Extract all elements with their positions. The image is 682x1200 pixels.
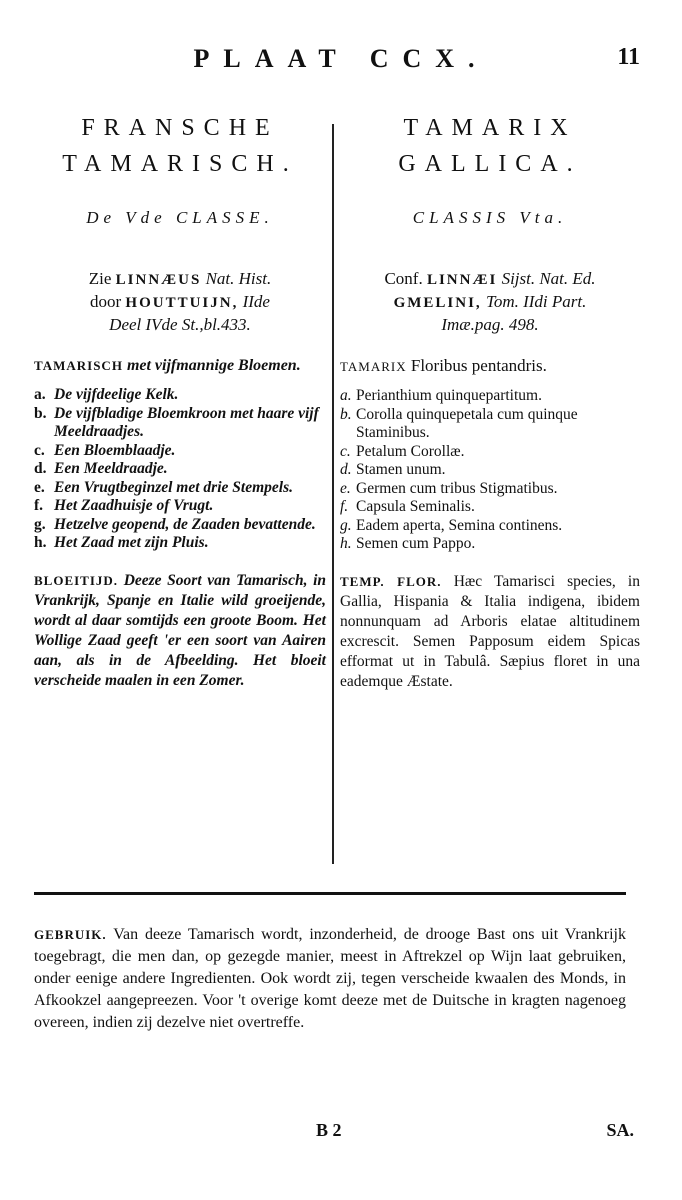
catchword: SA. xyxy=(606,1120,634,1140)
ref-author: LINNÆI xyxy=(426,272,498,288)
usage-head: GEBRUIK. xyxy=(34,927,107,942)
list-item: a. Perianthium quinquepartitum. xyxy=(340,387,542,404)
list-item: h. Semen cum Pappo. xyxy=(340,535,476,552)
dutch-para-text: Deeze Soort van Tamarisch, in Vrankrijk, Spanje en Italie wild groeijende, wordt al daar somtijds een groote Boom. Het Wollige Zaad geeft 'er een soort van Aairen aan, als in de Afbeelding. Het bloeit verscheide maalen in een Zomer. xyxy=(34,571,326,689)
ref-work: Sijst. Nat. Ed. xyxy=(501,269,596,288)
plate-title: PLAAT CCX. xyxy=(193,44,489,73)
ref-part: IIde xyxy=(242,292,270,311)
list-item: h. Het Zaad met zijn Pluis. xyxy=(34,534,209,551)
dutch-parts-list xyxy=(34,386,326,553)
latin-column xyxy=(340,110,640,692)
latin-class-label: CLASSIS Vta. xyxy=(412,208,568,227)
dutch-title-line2: TAMARISCH. xyxy=(62,151,298,177)
dutch-heading-rest: met vijfmannige Bloemen. xyxy=(126,357,301,374)
latin-parts-list xyxy=(340,387,640,554)
latin-reference xyxy=(340,268,640,348)
ref-prefix: Conf. xyxy=(384,269,423,288)
ref-volume: Imæ.pag. 498. xyxy=(441,315,539,334)
latin-flowering-paragraph xyxy=(340,572,640,692)
ref-part: Tom. IIdi Part. xyxy=(485,292,587,311)
list-item: d. Stamen unum. xyxy=(340,461,446,478)
latin-title-line1: TAMARIX xyxy=(403,115,577,141)
latin-para-head: TEMP. FLOR. xyxy=(340,573,442,589)
ref-author: LINNÆUS xyxy=(115,272,202,288)
list-item: f. Capsula Seminalis. xyxy=(340,498,475,515)
dutch-reference xyxy=(34,268,326,348)
dutch-flowering-paragraph xyxy=(34,571,326,691)
latin-parts-heading xyxy=(340,356,640,377)
page-number: 11 xyxy=(617,44,640,70)
ref-door: door xyxy=(90,292,122,311)
list-item: f. Het Zaadhuisje of Vrugt. xyxy=(34,497,214,514)
section-divider xyxy=(34,892,626,895)
dutch-class-label: De Vde CLASSE. xyxy=(86,208,274,227)
signature-mark: B 2 xyxy=(316,1120,342,1140)
ref-editor: GMELINI, xyxy=(393,295,482,311)
list-item: a. De vijfdeelige Kelk. xyxy=(34,386,179,403)
list-item: c. Een Bloemblaadje. xyxy=(34,441,176,459)
list-item: b. De vijfbladige Bloemkroon met haare vijf Meeldraadjes. xyxy=(34,404,319,440)
ref-volume: Deel IVde St.,bl.433. xyxy=(109,315,251,334)
dutch-genus-name: TAMARISCH xyxy=(34,358,123,373)
list-item: g. Eadem aperta, Semina continens. xyxy=(340,516,563,534)
latin-heading-rest: Floribus pentandris. xyxy=(410,356,547,375)
dutch-title-line1: FRANSCHE xyxy=(81,115,279,141)
ref-prefix: Zie xyxy=(88,269,112,288)
dutch-column xyxy=(34,110,326,691)
latin-title-line2: GALLICA. xyxy=(398,151,582,177)
dutch-para-head: BLOEITIJD. xyxy=(34,572,119,588)
list-item: b. Corolla quinquepetala cum quinque Staminibus. xyxy=(340,405,578,441)
usage-paragraph xyxy=(34,924,626,1034)
list-item: e. Een Vrugtbeginzel met drie Stempels. xyxy=(34,478,293,496)
ref-translator: HOUTTUIJN, xyxy=(125,295,239,311)
usage-text: Van deeze Tamarisch wordt, inzonderheid, de drooge Bast ons uit Vrankrijk toegebragt, die men dan, op gezegde manier, meest in Aftrekzel op Wijn laat gebruiken, onder eenige andere Ingredienten. Ook wordt zij, tegen verscheide kwaalen des Monds, in Afkookzel aangepreezen. Voor 't overige komt deeze met de Duitsche in kragten nagenoeg overeen, indien zij dezelve niet overtreffe. xyxy=(34,926,626,1031)
list-item: e. Germen cum tribus Stigmatibus. xyxy=(340,479,558,497)
latin-para-text: Hæc Tamarisci species, in Gallia, Hispania & Italia indigena, ibidem nonnunquam ad Arboris elatae altitudinem excrescit. Semen Papposum eidem Spicas efformat ut in Tabulâ. Sæpius floret in una eademque Æstate. xyxy=(340,572,640,690)
list-item: c. Petalum Corollæ. xyxy=(340,442,465,460)
dutch-parts-heading xyxy=(34,356,326,376)
list-item: d. Een Meeldraadje. xyxy=(34,460,168,477)
column-divider xyxy=(332,124,334,864)
ref-work: Nat. Hist. xyxy=(205,269,272,288)
latin-genus-name: TAMARIX xyxy=(340,359,407,374)
list-item: g. Hetzelve geopend, de Zaaden bevattende. xyxy=(34,515,316,533)
